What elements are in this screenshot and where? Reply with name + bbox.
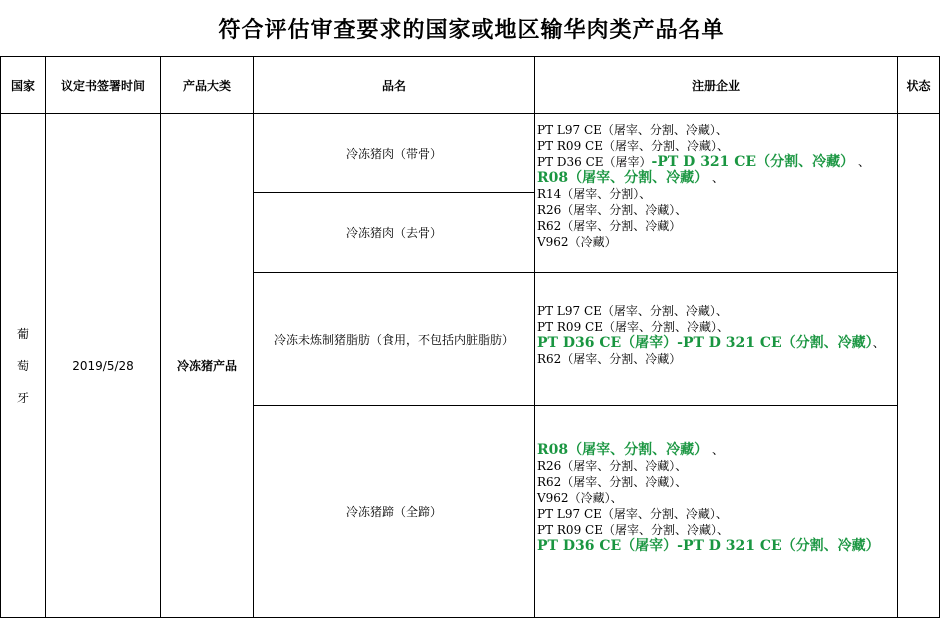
enterprise-cell-2: PT L97 CE（屠宰、分割、冷藏）、 PT R09 CE（屠宰、分割、冷藏）、 PT D36 CE（屠宰）-PT D 321 CE（分割、冷藏）、R62（屠宰、分割、冷藏） bbox=[535, 273, 898, 406]
header-row bbox=[1, 57, 940, 114]
product-cell: 冷冻猪肉（带骨） bbox=[254, 114, 535, 193]
header-enterprise: 注册企业 bbox=[535, 57, 898, 114]
header-status: 状态 bbox=[898, 57, 940, 114]
product-cell: 冷冻猪蹄（全蹄） bbox=[254, 406, 535, 618]
enterprise-cell-1: PT L97 CE（屠宰、分割、冷藏）、 PT R09 CE（屠宰、分割、冷藏）、 PT D36 CE（屠宰）-PT D 321 CE（分割、冷藏） 、 R08（屠宰、分割、冷藏） 、 R14（屠宰、分割）、 R26（屠宰、分割、冷藏）、 R62（屠宰、分割、冷藏） V962（冷藏） bbox=[535, 114, 898, 273]
product-cell: 冷冻未炼制猪脂肪（食用，不包括内脏脂肪） bbox=[254, 273, 535, 406]
enterprise-cell-3: R08（屠宰、分割、冷藏） 、 R26（屠宰、分割、冷藏）、 R62（屠宰、分割、冷藏）、 V962（冷藏）、 PT L97 CE（屠宰、分割、冷藏）、 PT R09 CE（屠宰、分割、冷藏）、 PT D36 CE（屠宰）-PT D 321 CE（分割、冷藏） bbox=[535, 406, 898, 618]
status-cell bbox=[898, 114, 940, 618]
header-product: 品名 bbox=[254, 57, 535, 114]
header-date: 议定书签署时间 bbox=[46, 57, 161, 114]
header-category: 产品大类 bbox=[161, 57, 254, 114]
country-cell: 葡 萄 牙 bbox=[1, 114, 46, 618]
page-title: 符合评估审查要求的国家或地区输华肉类产品名单 bbox=[218, 17, 725, 43]
product-list-table bbox=[0, 56, 940, 618]
product-cell: 冷冻猪肉（去骨） bbox=[254, 193, 535, 273]
category-cell: 冷冻猪产品 bbox=[161, 114, 254, 618]
date-cell: 2019/5/28 bbox=[46, 114, 161, 618]
table-row bbox=[1, 114, 940, 193]
header-country: 国家 bbox=[1, 57, 46, 114]
